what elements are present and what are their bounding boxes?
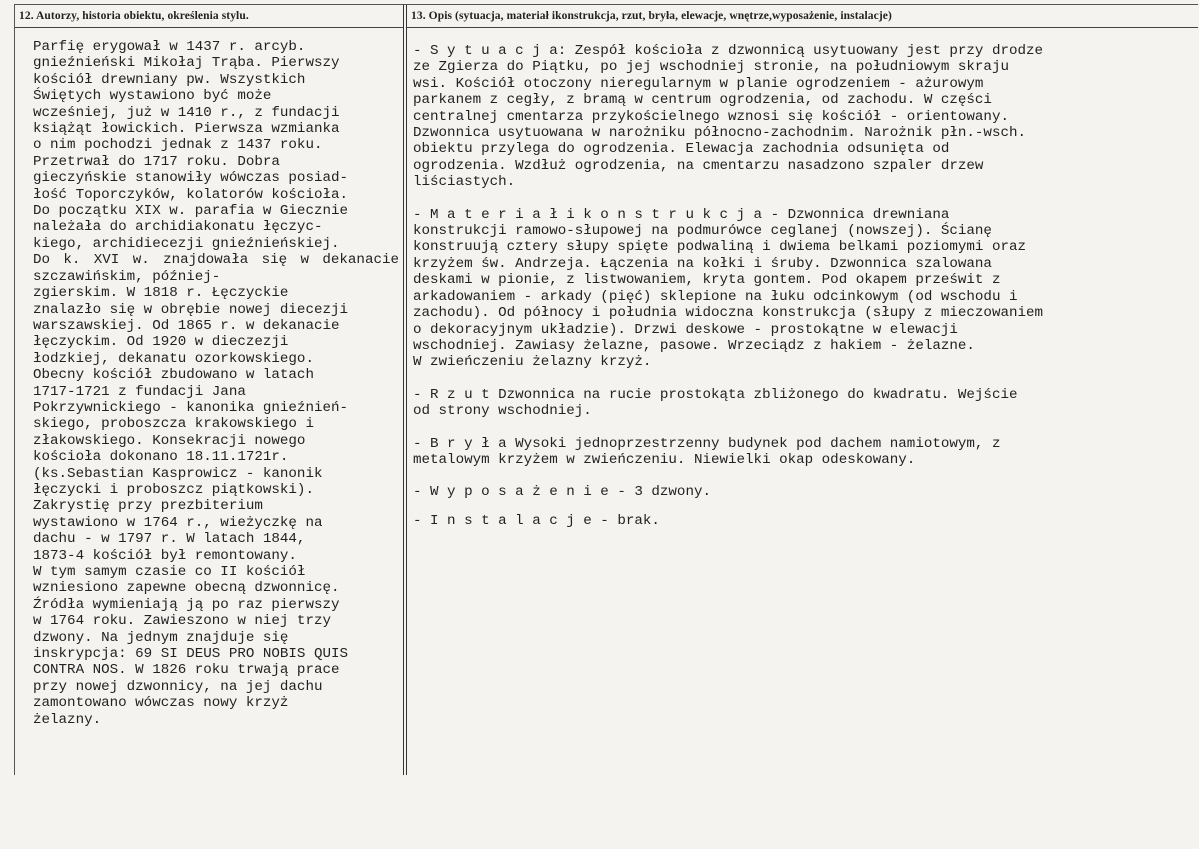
history-column (15, 5, 407, 775)
section-sytuacja: - S y t u a c j a: Zespół kościoła z dzwonnicą usytuowany jest przy drodze ze Zgierza do Piątku, po jej wschodniej stronie, na południowym skraju wsi. Kościół otoczony nieregularnym w planie ogrodzeniem - ażurowym parkanem z cegły, z bramą w centrum ogrodzenia, od zachodu. W części centralnej cmentarza przykościelnego wznosi się kościół - orientowany. Dzwonnica usytuowana w narożniku północno-zachodnim. Narożnik płn.-wsch. obiektu przylega do ogrodzenia. Elewacja zachodnia odsunięta od ogrodzenia. Wzdłuż ogrodzenia, na cmentarzu nasadzono szpaler drzew liściastych. (413, 43, 1044, 191)
section-instalacje: - I n s t a l a c j e - brak. (413, 512, 660, 529)
history-text: Parfię erygował w 1437 r. arcyb. gnieźnieński Mikołaj Trąba. Pierwszy kościół drewniany pw. Wszystkich Świętych wystawiono być może wcześniej, już w 1410 r., z fundacji książąt łowickich. Pierwsza wzmianka o nim pochodzi jednak z 1437 roku. Przetrwał do 1717 roku. Dobra gieczyńskie stanowiły wówczas posiad- łość Toporczyków, kolatorów kościoła. Do początku XIX w. parafia w Giecznie należała do archidiakonatu łęczyc- kiego, archidiecezji gnieźnieńskiej. Do k. XVI w. znajdowała się w dekanacie szczawińskim, później- zgierskim. W 1818 r. Łęczyckie znalazło się w obrębie nowej diecezji warszawskiej. Od 1865 r. w dekanacie łęczyckim. Od 1920 w dieczezji łodzkiej, dekanatu ozorkowskiego. Obecny kościół zbudowano w latach 1717-1721 z fundacji Jana Pokrzywnickiego - kanonika gnieźnień- skiego, proboszcza krakowskiego i złakowskiego. Konsekracji nowego kościoła dokonano 18.11.1721r. (ks.Sebastian Kasprowicz - kanonik łęczycki i proboszcz piątkowski). Zakrystię przy prezbiterium wystawiono w 1764 r., wieżyczkę na dachu - w 1797 r. W latach 1844, 1873-4 kościół był remontowany. W tym samym czasie co II kościół wzniesiono zapewne obecną dzwonnicę. Źródła wymieniają ją po raz pierwszy w 1764 roku. Zawieszono w niej trzy dzwony. Na jednym znajduje się inskrypcja: 69 SI DEUS PRO NOBIS QUIS CONTRA NOS. W 1826 roku trwają prace przy nowej dzwonnicy, na jej dachu zamontowano wówczas nowy krzyż żelazny. (33, 39, 399, 728)
form-sheet (14, 4, 1198, 775)
description-column (407, 5, 1198, 775)
section-wyposazenie: - W y p o s a ż e n i e - 3 dzwony. (413, 484, 711, 501)
section-bryla: - B r y ł a Wysoki jednoprzestrzenny budynek pod dachem namiotowym, z metalowym krzyżem w zwieńczeniu. Niewielki okap odeskowany. (413, 435, 1001, 468)
section-rzut: - R z u t Dzwonnica na rucie prostokąta zbliżonego do kwadratu. Wejście od strony wschodniej. (413, 386, 1018, 420)
description-header: 13. Opis (sytuacja, materiał ikonstrukcja, rzut, bryła, elewacje, wnętrze,wyposażenie, instalacje) (407, 5, 1198, 28)
description-body (413, 43, 1153, 545)
history-header: 12. Autorzy, historia obiektu, określenia stylu. (15, 5, 403, 28)
section-material-konstrukcja: - M a t e r i a ł i k o n s t r u k c j a - Dzwonnica drewniana konstrukcji ramowo-słupowej na podmurówce ceglanej (nowszej). Ścianę konstruują cztery słupy spięte podwaliną i dwiema belkami poziomymi oraz krzyżem św. Andrzeja. Łączenia na kołki i śruby. Dzwonnica szalowana deskami w pionie, z listwowaniem, kryta gontem. Pod okapem prześwit z arkadowaniem - arkady (pięć) sklepione na łuku odcinkowym (od wschodu i zachodu). Od północy i południa widoczna konstrukcja (słupy z mieczowaniem o dekoracyjnym układzie). Drzwi deskowe - prostokątne w elewacji wschodniej. Zawiasy żelazne, pasowe. Wrzeciądz z hakiem - żelazne. W zwieńczeniu żelazny krzyż. (413, 206, 1044, 371)
